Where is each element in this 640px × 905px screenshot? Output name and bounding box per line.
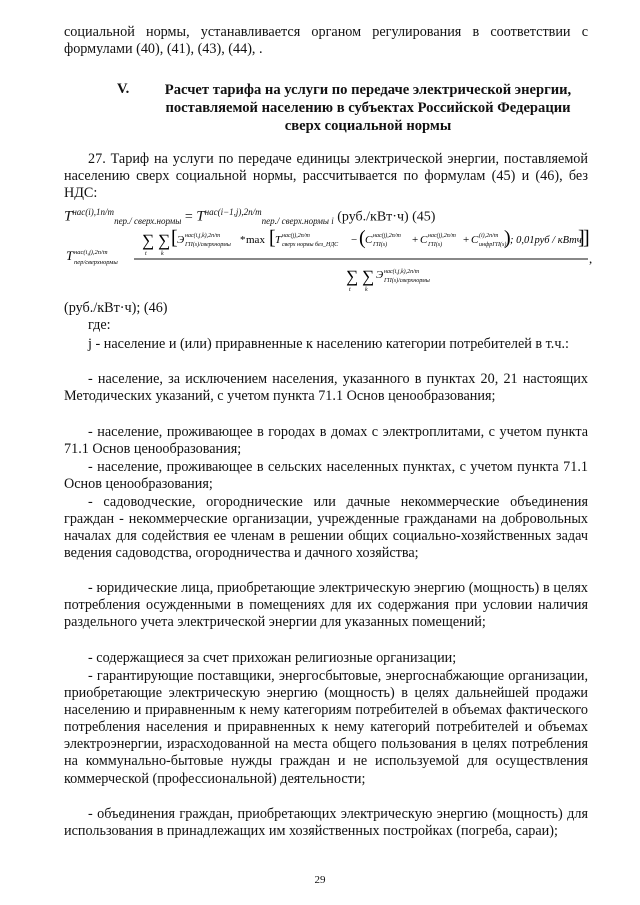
svg-text:ГП(s): ГП(s) <box>428 242 443 248</box>
svg-text:∑: ∑ <box>362 267 375 286</box>
svg-text:ГП(s)/сверхнормы: ГП(s)/сверхнормы <box>384 278 430 284</box>
svg-text:−: − <box>351 234 358 246</box>
svg-text:; 0,01руб / кВтч: ; 0,01руб / кВтч <box>510 235 582 246</box>
svg-text:инфрГП(s): инфрГП(s) <box>479 242 507 248</box>
list-item: - население, проживающее в сельских населенных пунктах, с учетом пункта 71.1 Основ ценообразования; <box>64 459 588 493</box>
svg-text:Э: Э <box>376 269 384 281</box>
svg-text:T: T <box>66 248 74 263</box>
j-definition: j - население и (или) приравненные к населению категории потребителей в т.ч.: <box>88 336 569 352</box>
list-item: - население, проживающее в городах в домах с электроплитами, с учетом пункта 71.1 Основ ценообразования; <box>64 424 588 458</box>
svg-text:Э: Э <box>177 234 185 246</box>
svg-text:нас(j),2п/т: нас(j),2п/т <box>428 233 456 239</box>
formula-45: $T^{нас(i),1п/т}_{пер./ сверх.нормы} = T^{нас(i-1,j),2п/т}_{пер./ сверх.нормы i}$ (руб./кВт·ч) (45) <box>64 207 436 227</box>
svg-text:нас(i,j,k),2п/т: нас(i,j,k),2п/т <box>185 233 221 239</box>
formula-46 <box>64 222 594 292</box>
list-item: - садоводческие, огороднические или дачные некоммерческие объединения граждан - некоммерческие организации, учрежденные гражданами на добровольных началах для содействия ее членам в решении общих социально-хозяйственных задач ведения садоводства, огородничества и дачного хозяйства; <box>64 494 588 562</box>
svg-text:C: C <box>365 234 373 246</box>
svg-text:нас(j),2п/т: нас(j),2п/т <box>282 233 310 239</box>
svg-text:k: k <box>161 251 164 257</box>
svg-text:нас(i,j),2п/т: нас(i,j),2п/т <box>74 249 108 256</box>
svg-text:ГП(s): ГП(s) <box>373 242 388 248</box>
svg-text:]: ] <box>583 227 590 249</box>
svg-text:∑: ∑ <box>158 231 171 250</box>
svg-text:t: t <box>349 287 351 292</box>
svg-text:t: t <box>145 251 147 257</box>
list-item: - объединения граждан, приобретающих электрическую энергию (мощность) для использования в принадлежащих им хозяйственных постройках (погреба, сараи); <box>64 806 588 840</box>
svg-text:∑: ∑ <box>142 231 155 250</box>
list-item: - юридические лица, приобретающие электрическую энергию (мощность) в целях потребления осужденными в помещениях для их содержания при условии наличия раздельного учета электрической энергии для указанных помещений; <box>64 580 588 631</box>
page-number: 29 <box>314 874 326 886</box>
svg-text:T: T <box>275 234 282 246</box>
where-label: где: <box>88 317 111 333</box>
svg-text:]: ] <box>578 227 585 249</box>
svg-text:(: ( <box>359 227 366 249</box>
svg-text:нас(i,j,k),2п/т: нас(i,j,k),2п/т <box>384 269 420 275</box>
list-item: - содержащиеся за счет прихожан религиозные организации; <box>88 650 457 666</box>
section-title: Расчет тарифа на услуги по передаче электрической энергии, поставляемой населению в субъектах Российской Федерации сверх социальной нормы <box>164 82 572 134</box>
formula-45-unit: (руб./кВт·ч) (45) <box>337 209 436 225</box>
svg-text:нас(j),2п/т: нас(j),2п/т <box>373 233 401 239</box>
svg-text:max: max <box>246 234 265 246</box>
formula-46-unit: (руб./кВт·ч); (46) <box>64 300 168 316</box>
svg-text:+: + <box>412 234 419 246</box>
svg-text:[: [ <box>269 227 276 249</box>
section-number: V. <box>117 81 130 97</box>
svg-text:,: , <box>589 251 593 266</box>
svg-text:∑: ∑ <box>346 267 359 286</box>
svg-text:*: * <box>240 234 246 246</box>
list-item: - гарантирующие поставщики, энергосбытовые, энергоснабжающие организации, приобретающие электрическую энергию (мощность) в целях дальнейшей продажи населению и приравненным к нему категориям потребителей в объемах фактического потребления населения и приравненных к нему категорий потребителей и объемах электроэнергии, израсходованной на места общего пользования в целях потребления на коммунально-бытовые нужды граждан и не используемой для осуществления коммерческой (профессиональной) деятельности; <box>64 668 588 787</box>
svg-text:C: C <box>471 234 479 246</box>
svg-text:+: + <box>463 234 470 246</box>
intro-paragraph: социальной нормы, устанавливается органом регулирования в соответствии с формулами (40), (41), (43), (44), . <box>64 24 588 58</box>
svg-text:[: [ <box>171 227 178 249</box>
list-item: - население, за исключением населения, указанного в пунктах 20, 21 настоящих Методических указаний, с учетом пункта 71.1 Основ ценообразования; <box>64 371 588 405</box>
svg-text:C: C <box>420 234 428 246</box>
svg-text:ГП(s)/сверхнормы: ГП(s)/сверхнормы <box>185 242 231 248</box>
svg-text:сверх нормы без_НДС: сверх нормы без_НДС <box>282 242 339 248</box>
paragraph-27: 27. Тариф на услуги по передаче единицы электрической энергии, поставляемой населению сверх социальной нормы, рассчитывается по формулам (45) и (46), без НДС: <box>64 151 588 202</box>
svg-text:): ) <box>504 227 511 249</box>
svg-text:(i),2п/т: (i),2п/т <box>479 233 499 239</box>
svg-text:k: k <box>365 287 368 292</box>
svg-text:пер/сверхнормы: пер/сверхнормы <box>74 259 118 266</box>
